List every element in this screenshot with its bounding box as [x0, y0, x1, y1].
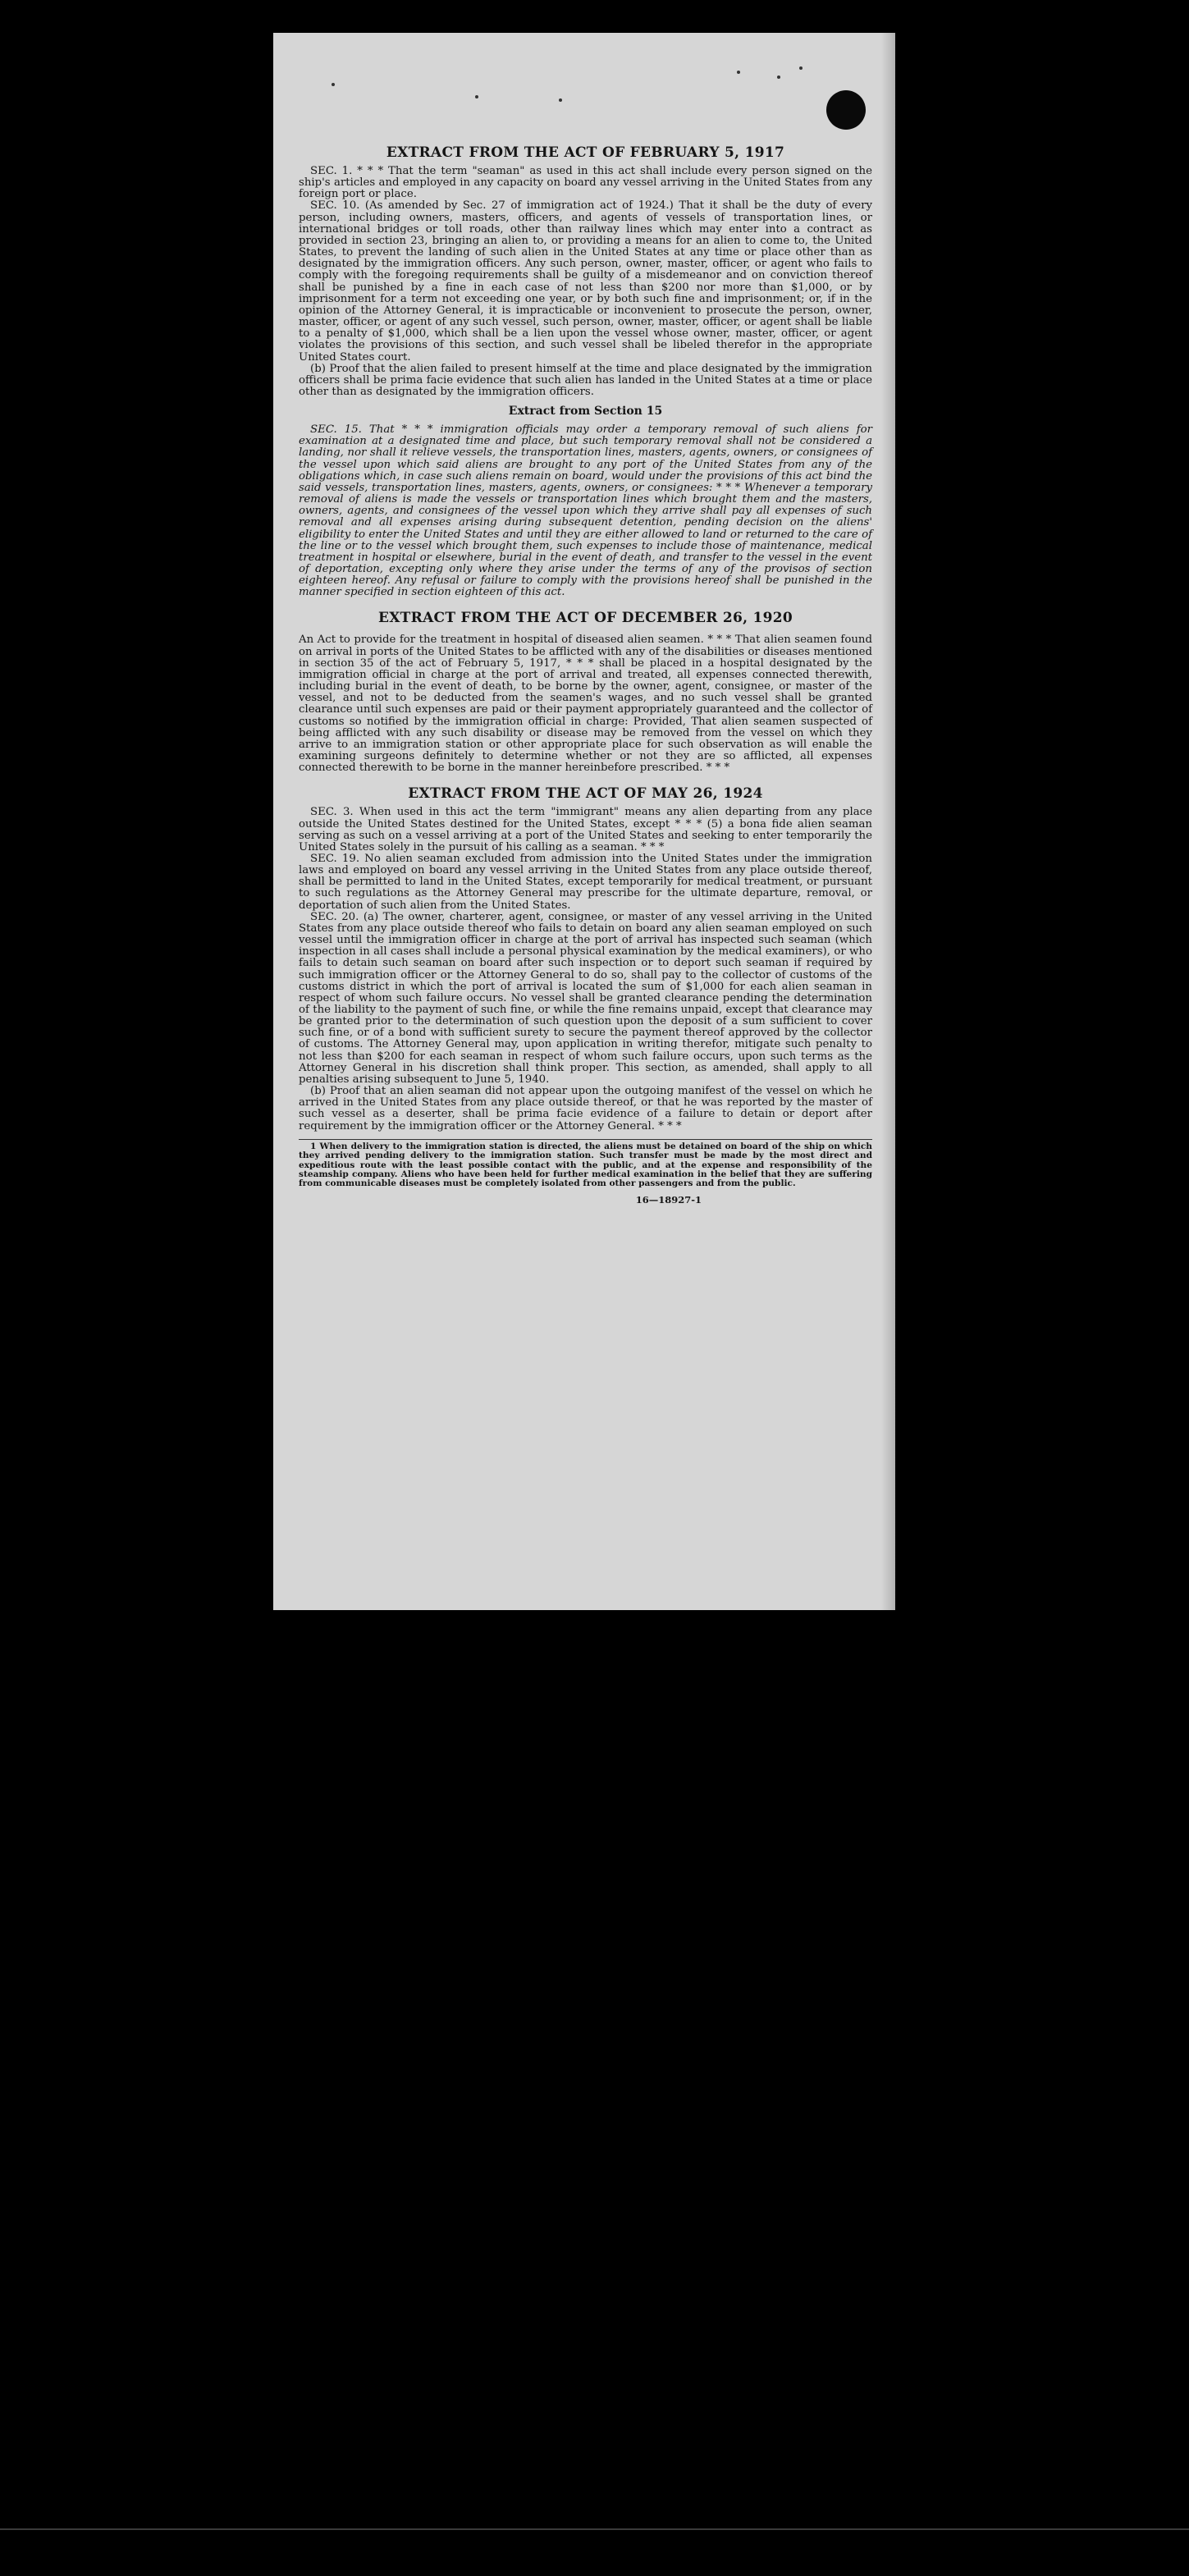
paragraph-sec1: SEC. 1. * * * That the term "seaman" as used in this act shall include every person signed on the ship's articles and employed in any capacity on board any vessel arriving in the United States from any foreign port or place. — [299, 165, 872, 201]
paragraph-act-1920: An Act to provide for the treatment in hospital of diseased alien seamen. * * * That alien seamen found on arrival in ports of the United States to be afflicted with any of the disabilities or diseases mentioned in section 35 of the act of February 5, 1917, * * * shall be placed in a hospital designated by the immigration official in charge at the port of arrival and treated, all expenses connected therewith, including burial in the event of death, to be borne by the owner, agent, consignee, or master of the vessel, and not to be deducted from the seamen's wages, and no such vessel shall be granted clearance until such expenses are paid or their payment appropriately guaranteed and the collector of customs so notified by the immigration official in charge: Provided, That alien seamen suspected of being afflicted with any such disability or disease may be removed from the vessel on which they arrive to an immigration station or other appropriate place for such observation as will enable the examining surgeons definitely to determine whether or not they are so afflicted, all expenses connected therewith to be borne in the manner hereinbefore prescribed. * * * — [299, 634, 872, 775]
paragraph-sec20b: (b) Proof that an alien seaman did not appear upon the outgoing manifest of the vessel on which he arrived in the United States from any place outside thereof, or that he was reported by the master of such vessel as a deserter, shall be prima facie evidence of a failure to detain or deport after requirement by the immigration officer or the Attorney General. * * * — [299, 1085, 872, 1132]
paragraph-sec10: SEC. 10. (As amended by Sec. 27 of immigration act of 1924.) That it shall be the duty of every person, including owners, masters, officers, and agents of vessels of transportation lines, or international bridges or toll roads, other than railway lines which may enter into a contract as provided in section 23, bringing an alien to, or providing a means for an alien to come to, the United States, to prevent the landing of such alien in the United States at any time or place other than as designated by the immigration officers. Any such person, owner, master, officer, or agent who fails to comply with the foregoing requirements shall be guilty of a misdemeanor and on conviction thereof shall be punished by a fine in each case of not less than $200 nor more than $1,000, or by imprisonment for a term not exceeding one year, or by both such fine and imprisonment; or, if in the opinion of the Attorney General, it is impracticable or inconvenient to prosecute the person, owner, master, officer, or agent of any such vessel, such person, owner, master, officer, or agent shall be liable to a penalty of $1,000, which shall be a lien upon the vessel whose owner, master, officer, or agent violates the provisions of this section, and such vessel shall be libeled therefor in the appropriate United States court. — [299, 199, 872, 364]
section-heading-extract-15: Extract from Section 15 — [508, 405, 663, 419]
paragraph-sec10b: (b) Proof that the alien failed to present himself at the time and place designated by the immigration officers shall be prima facie evidence that such alien has landed in the United States at a time or place other than as designated by the immigration officers. — [299, 362, 872, 398]
form-code: 16—18927-1 — [635, 1193, 702, 1206]
section-heading-1917: EXTRACT FROM THE ACT OF FEBRUARY 5, 1917 — [386, 144, 785, 161]
paragraph-sec19: SEC. 19. No alien seaman excluded from admission into the United States under the immigration laws and employed on board any vessel arriving in the United States from any place outside thereof, shall be permitted to land in the United States, except temporarily for medical treatment, or pursuant to such regulations as the Attorney General may prescribe for the ultimate departure, removal, or deportation of such alien from the United States. — [299, 852, 872, 912]
paragraph-sec20a: SEC. 20. (a) The owner, charterer, agent, consignee, or master of any vessel arriving in the United States from any place outside thereof who fails to detain on board any alien seaman employed on such vessel until the immigration officer in charge at the port of arrival has inspected such seaman (which inspection in all cases shall include a personal physical examination by the medical examiners), or who fails to detain such seaman on board after such inspection or to deport such seaman if required by such immigration officer or the Attorney General to do so, shall pay to the collector of customs of the customs district in which the port of arrival is located the sum of $1,000 for each alien seaman in respect of whom such failure occurs. No vessel shall be granted clearance pending the determination of the liability to the payment of such fine, or while the fine remains unpaid, except that clearance may be granted prior to the determination of such question upon the deposit of a sum sufficient to cover such fine, or of a bond with sufficient surety to secure the payment thereof approved by the collector of customs. The Attorney General may, upon application in writing therefor, mitigate such penalty to not less than $200 for each seaman in respect of whom such failure occurs, upon such terms as the Attorney General in his discretion shall think proper. This section, as amended, shall apply to all penalties arising subsequent to June 5, 1940. — [299, 910, 872, 1086]
section-heading-1924: EXTRACT FROM THE ACT OF MAY 26, 1924 — [408, 785, 763, 803]
footnote — [299, 1139, 872, 1189]
document-page — [273, 33, 895, 1610]
footnote-text: 1 When delivery to the immigration station is directed, the aliens must be detained on board of the ship on which they arrived pending delivery to the immigration station. Such transfer must be made by the most direct and expeditious route with the least possible contact with the public, and at the expense and responsibility of the steamship company. Aliens who have been held for further medical examination in the belief that they are suffering from communicable diseases must be completely isolated from other passengers and from the public. — [299, 1141, 872, 1189]
punch-hole — [826, 90, 866, 130]
paragraph-sec15: SEC. 15. That * * * immigration officials may order a temporary removal of such aliens for examination at a designated time and place, but such temporary removal shall not be considered a landing, nor shall it relieve vessels, the transportation lines, masters, agents, owners, or consignees of the vessel upon which said aliens are brought to any port of the United States from any of the obligations which, in case such aliens remain on board, would under the provisions of this act bind the said vessels, transportation lines, masters, agents, owners, or consignees: * * * Whenever a temporary removal of aliens is made the vessels or transportation lines which brought them and the masters, owners, agents, and consignees of the vessel upon which they arrive shall pay all expenses of such removal and all expenses arising during subsequent detention, pending decision on the aliens' eligibility to enter the United States and until they are either allowed to land or returned to the care of the line or to the vessel which brought them, such expenses to include those of maintenance, medical treatment in hospital or elsewhere, burial in the event of death, and transfer to the vessel in the event of deportation, excepting only where they arise under the terms of any of the provisos of section eighteen hereof. Any refusal or failure to comply with the provisions hereof shall be punished in the manner specified in section eighteen of this act. — [299, 423, 872, 599]
scanner-edge-line — [0, 2528, 1189, 2530]
section-heading-1920: EXTRACT FROM THE ACT OF DECEMBER 26, 1920 — [377, 610, 793, 627]
paragraph-sec3: SEC. 3. When used in this act the term "immigrant" means any alien departing from any place outside the United States destined for the United States, except * * * (5) a bona fide alien seaman serving as such on a vessel arriving at a port of the United States and seeking to enter temporarily the United States solely in the pursuit of his calling as a seaman. * * * — [299, 806, 872, 853]
